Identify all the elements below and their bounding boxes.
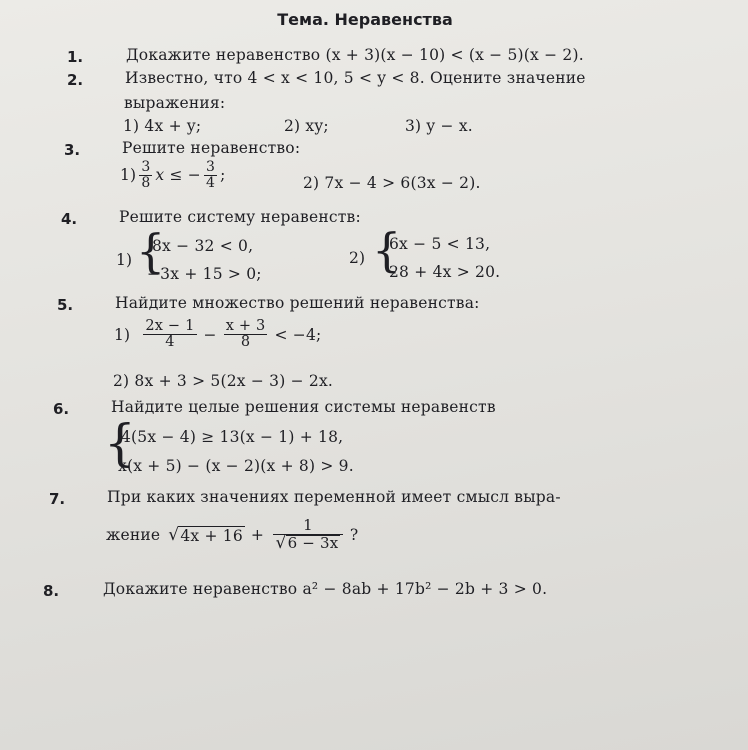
problem-8-text: Докажите неравенство a² − 8ab + 17b² − 2b + 3 > 0. xyxy=(103,580,548,598)
system-2-line-2: 28 + 4x > 20. xyxy=(389,263,501,281)
problem-2-option-2: 2) xy; xyxy=(284,117,329,135)
problem-number-4: 4. xyxy=(61,210,78,228)
expression-prefix: жение xyxy=(106,526,161,545)
problem-2-option-1: 1) 4x + y; xyxy=(123,117,202,135)
fraction-denominator: 4 xyxy=(206,174,216,191)
question-mark: ? xyxy=(349,526,359,545)
system-2-line-1: 6x − 5 < 13, xyxy=(389,235,491,253)
fraction-denominator: 4 xyxy=(165,334,175,351)
fraction-numerator: 1 xyxy=(273,518,343,535)
part-label: 1) xyxy=(114,325,131,344)
problem-5-text: Найдите множество решений неравенства: xyxy=(115,294,480,312)
inequality-middle: x ≤ − xyxy=(155,166,201,185)
problem-3-part-2: 2) 7x − 4 > 6(3x − 2). xyxy=(303,174,481,192)
fraction-numerator: x + 3 xyxy=(225,318,266,334)
left-brace-system-3: { xyxy=(104,414,136,472)
problem-5-part-2: 2) 8x + 3 > 5(2x − 3) − 2x. xyxy=(113,372,334,390)
system-3-line-2: x(x + 5) − (x − 2)(x + 8) > 9. xyxy=(118,457,354,475)
plus-sign: + xyxy=(250,526,265,545)
problem-number-3: 3. xyxy=(64,141,81,159)
problem-2-line1: Известно, что 4 < x < 10, 5 < y < 8. Оцените значение xyxy=(125,69,586,87)
problem-7-line1: При каких значениях переменной имеет смысл выра- xyxy=(107,488,561,506)
page-title: Тема. Неравенства xyxy=(277,10,453,29)
problem-5-part-1 xyxy=(114,319,321,350)
minus-sign: − xyxy=(203,325,217,344)
system-1-line-1: 8x − 32 < 0, xyxy=(152,237,254,255)
problem-4-text: Решите систему неравенств: xyxy=(119,208,361,226)
fraction-numerator: 3 xyxy=(141,159,151,175)
fraction-1-over-sqrt xyxy=(273,518,343,553)
radicand-1: 4x + 16 xyxy=(180,526,243,545)
sqrt-symbol: √ xyxy=(275,532,287,553)
problem-number-6: 6. xyxy=(53,400,70,418)
inequality-end: < −4; xyxy=(274,325,322,344)
problem-2-line2: выражения: xyxy=(124,94,226,112)
system-2-label: 2) xyxy=(349,249,366,267)
fraction-2x-1-over-4 xyxy=(143,319,196,350)
problem-number-2: 2. xyxy=(67,71,84,89)
radicand-2: 6 − 3x xyxy=(287,533,339,552)
system-1-line-2: −3x + 15 > 0; xyxy=(147,265,262,283)
fraction-numerator: 2x − 1 xyxy=(145,318,195,334)
fraction-3-4 xyxy=(204,160,217,190)
left-brace-system-2: { xyxy=(372,223,402,277)
fraction-denominator xyxy=(274,532,343,553)
fraction-3-8 xyxy=(139,160,152,190)
problem-number-5: 5. xyxy=(57,296,74,314)
system-3-line-1: 4(5x − 4) ≥ 13(x − 1) + 18, xyxy=(121,428,344,446)
fraction-numerator: 3 xyxy=(206,159,216,175)
problem-number-8: 8. xyxy=(43,582,60,600)
inequality-end: ; xyxy=(220,166,226,185)
problem-6-text: Найдите целые решения системы неравенств xyxy=(111,398,496,416)
problem-number-7: 7. xyxy=(49,490,66,508)
problem-7-expression xyxy=(106,518,358,553)
part-label: 1) xyxy=(120,166,137,185)
fraction-denominator: 8 xyxy=(240,334,251,351)
fraction-x-3-over-8 xyxy=(224,319,268,350)
left-brace-system-1: { xyxy=(136,224,166,278)
system-1-label: 1) xyxy=(116,251,133,269)
sqrt-symbol: √ xyxy=(168,525,180,546)
problem-2-option-3: 3) y − x. xyxy=(405,117,473,135)
fraction-denominator: 8 xyxy=(141,174,151,191)
problem-3-text: Решите неравенство: xyxy=(122,139,301,157)
problem-3-part-1 xyxy=(120,160,226,190)
problem-1-text: Докажите неравенство (x + 3)(x − 10) < (x − 5)(x − 2). xyxy=(126,46,584,64)
problem-number-1: 1. xyxy=(67,48,84,66)
